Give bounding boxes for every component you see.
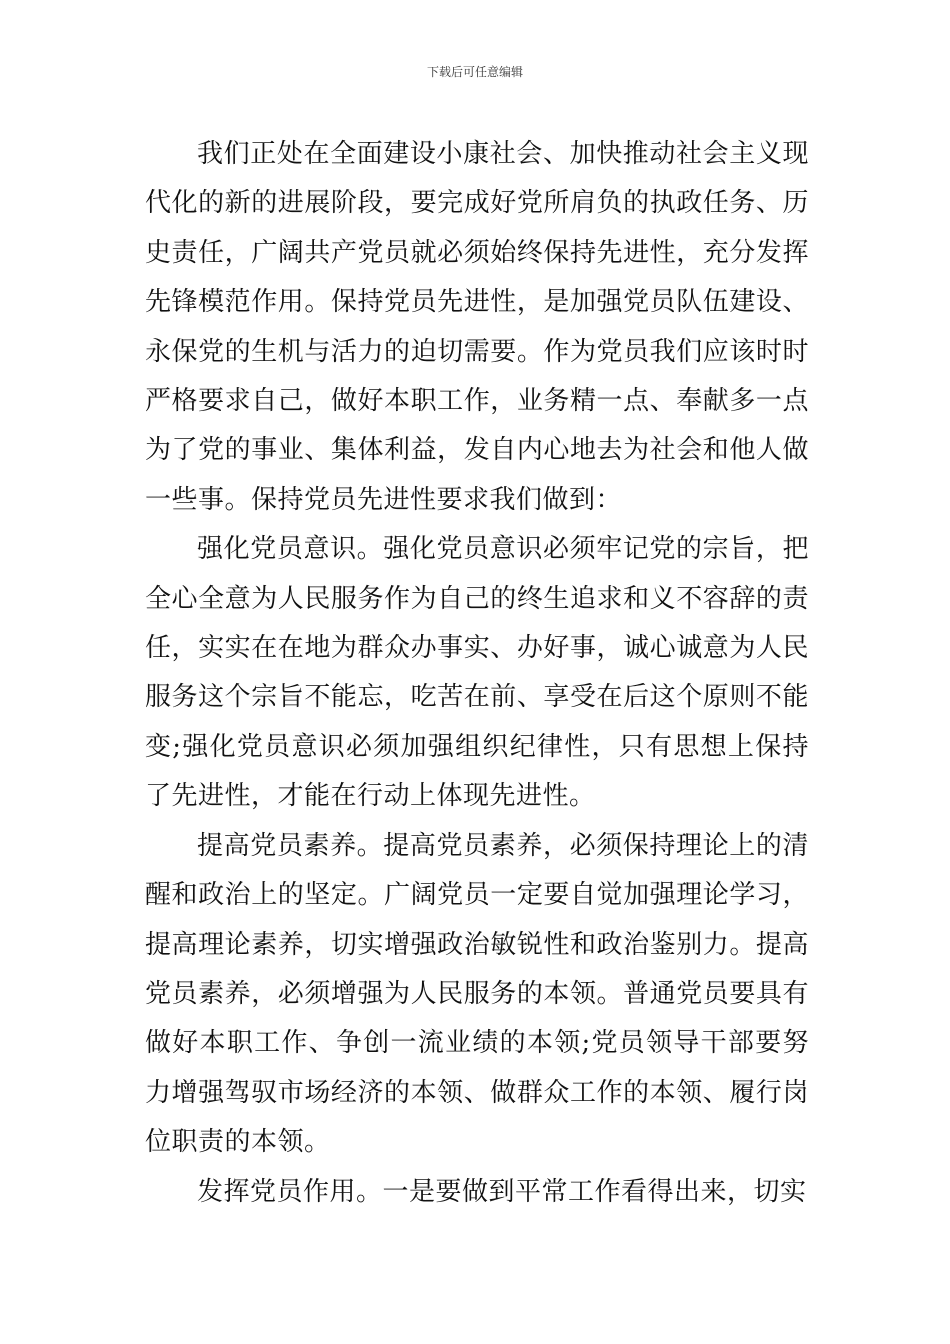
page-header: 下载后可任意编辑 xyxy=(426,65,523,79)
paragraph-party-awareness: 强化党员意识。强化党员意识必须牢记党的宗旨，把全心全意为人民服务作为自己的终生追求和义不容辞的责任，实实在在地为群众办事实、办好事，诚心诚意为人民服务这个宗旨不能忘，吃苦在前、享受在后这个原则不能变;强化党员意识必须加强组织纪律性，只有思想上保持了先进性，才能在行动上体现先进性。 xyxy=(145,534,809,812)
document-body xyxy=(145,130,809,1217)
paragraph-party-quality: 提高党员素养。提高党员素养，必须保持理论上的清醒和政治上的坚定。广阔党员一定要自觉加强理论学习，提高理论素养，切实增强政治敏锐性和政治鉴别力。提高党员素养，必须增强为人民服务的本领。普通党员要具有做好本职工作、争创一流业绩的本领;党员领导干部要努力增强驾驭市场经济的本领、做群众工作的本领、履行岗位职责的本领。 xyxy=(145,830,809,1158)
paragraph-party-role: 发挥党员作用。一是要做到平常工作看得出来，切实 xyxy=(197,1176,807,1207)
paragraph-intro: 我们正处在全面建设小康社会、加快推动社会主义现代化的新的进展阶段，要完成好党所肩负的执政任务、历史责任，广阔共产党员就必须始终保持先进性，充分发挥先锋模范作用。保持党员先进性，是加强党员队伍建设、永保党的生机与活力的迫切需要。作为党员我们应该时时严格要求自己，做好本职工作，业务精一点、奉献多一点为了党的事业、集体利益，发自内心地去为社会和他人做一些事。保持党员先进性要求我们做到： xyxy=(145,139,809,515)
